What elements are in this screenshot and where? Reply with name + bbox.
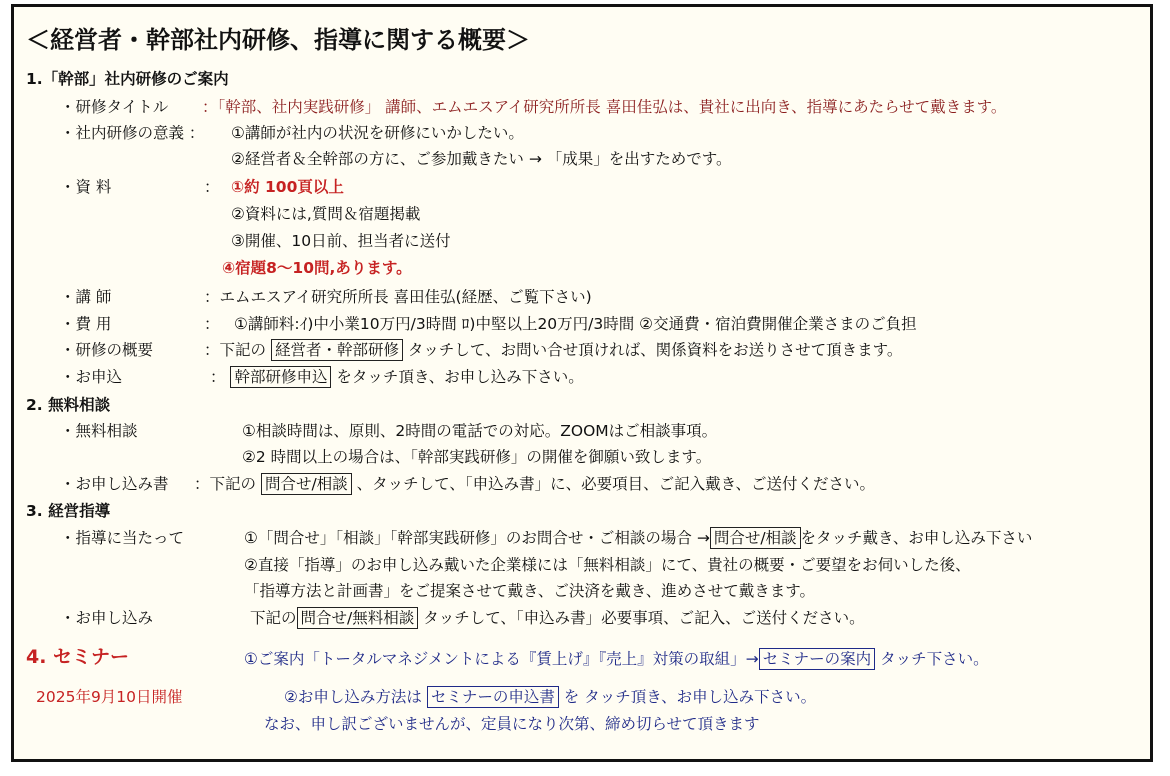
section-1-heading: 1.「幹部」社内研修のご案内 [26,70,229,88]
seminar-date: 2025年9月10日開催 [36,688,183,706]
inquiry-consult-link[interactable]: 問合せ/相談 [261,473,352,495]
materials-2: ②資料には,質問＆宿題掲載 [231,205,421,223]
lecturer-text: ：エムエスアイ研究所所長 喜田佳弘(経歴、ご覧下さい) [204,288,592,306]
guidance-1-row [244,527,1032,549]
page-title: ＜経営者・幹部社内研修、指導に関する概要＞ [26,26,530,54]
outline-label: ・研修の概要 [60,341,154,359]
training-meaning-1: ①講師が社内の状況を研修にいかしたい。 [231,124,524,142]
guidance-label: ・指導に当たって [60,529,185,547]
outline-pre: ：下記の [204,341,267,359]
free-consult-label: ・無料相談 [60,422,138,440]
seminar-1-post: タッチ下さい。 [880,650,989,668]
seminar-info-link[interactable]: セミナーの案内 [759,648,876,670]
guidance-1-pre: ①「問合せ」「相談」「幹部実践研修」のお問合せ・ご相談の場合 → [244,529,710,547]
guidance-apply-label: ・お申し込み [60,609,154,627]
executive-training-link[interactable]: 経営者・幹部研修 [271,339,403,361]
apply-row [210,366,584,388]
apply-label: ・お申込 [60,368,123,386]
fee-text: ①講師料:ｲ)中小業10万円/3時間 ﾛ)中堅以上20万円/3時間 ②交通費・宿泊費開催企業さまのご負担 [234,315,917,333]
seminar-application-link[interactable]: セミナーの申込書 [427,686,559,708]
seminar-1-pre: ①ご案内「トータルマネジメントによる『賃上げ』『売上』対策の取組」→ [244,650,759,668]
inquiry-consult-link-2[interactable]: 問合せ/相談 [710,527,801,549]
guidance-3: 「指導方法と計画書」をご提案させて戴き、ご決済を戴き、進めさせて戴きます。 [244,582,816,600]
training-meaning-2: ②経営者＆全幹部の方に、ご参加戴きたい → 「成果」を出すためです。 [231,150,732,168]
guidance-1-post: をタッチ戴き、お申し込み下さい [800,529,1033,547]
guidance-2: ②直接「指導」のお申し込み戴いた企業様には「無料相談」にて、貴社の概要・ご要望をお伺いした後、 [244,556,971,574]
materials-3: ③開催、10日前、担当者に送付 [231,232,451,250]
training-title-label: ・研修タイトル [60,98,169,116]
executive-training-apply-link[interactable]: 幹部研修申込 [230,366,331,388]
consult-form-post: 、タッチして、「申込み書」に、必要項目、ご記入戴き、ご送付ください。 [356,475,875,493]
seminar-row-2 [284,686,816,708]
materials-colon: ： [204,178,220,196]
training-title-text: ：「幹部、社内実践研修」 講師、エムエスアイ研究所所長 喜田佳弘は、貴社に出向き、指導にあたらせて戴きます。 [202,98,1007,116]
apply-post: をタッチ頂き、お申し込み下さい。 [336,368,584,386]
free-consult-2: ②2 時間以上の場合は、「幹部実践研修」の開催を御願い致します。 [242,448,712,466]
free-consult-1: ①相談時間は、原則、2時間の電話での対応。ZOOMはご相談事項。 [242,422,718,440]
apply-colon: ： [210,368,226,386]
guidance-apply-pre: 下記の [250,609,297,627]
lecturer-label: ・講 師 [60,288,112,306]
seminar-note: なお、申し訳ございませんが、定員になり次第、締め切らせて頂きます [264,715,760,733]
section-2-heading: 2. 無料相談 [26,396,111,414]
materials-label: ・資 料 [60,178,112,196]
seminar-2-post: を タッチ頂き、お申し込み下さい。 [563,688,817,706]
section-3-heading: 3. 経営指導 [26,502,111,520]
fee-colon: ： [204,315,220,333]
materials-4: ④宿題8～10問,あります。 [222,259,412,277]
guidance-apply-post: タッチして、「申込み書」必要事項、ご記入、ご送付ください。 [423,609,865,627]
section-4-heading: 4. セミナー [26,646,130,668]
outline-post: タッチして、お問い合せ頂ければ、関係資料をお送りさせて頂きます。 [407,341,903,359]
consult-form-row [194,473,875,495]
consult-form-label: ・お申し込み書 [60,475,169,493]
materials-1: ①約 100頁以上 [231,178,344,196]
outline-row [204,339,902,361]
consult-form-pre: ：下記の [194,475,257,493]
inquiry-free-consult-link[interactable]: 問合せ/無料相談 [297,607,419,629]
seminar-row-1 [244,648,989,670]
training-meaning-label: ・社内研修の意義 ： [60,124,205,142]
guidance-apply-row [250,607,865,629]
seminar-2-pre: ②お申し込み方法は [284,688,422,706]
fee-label: ・費 用 [60,315,112,333]
